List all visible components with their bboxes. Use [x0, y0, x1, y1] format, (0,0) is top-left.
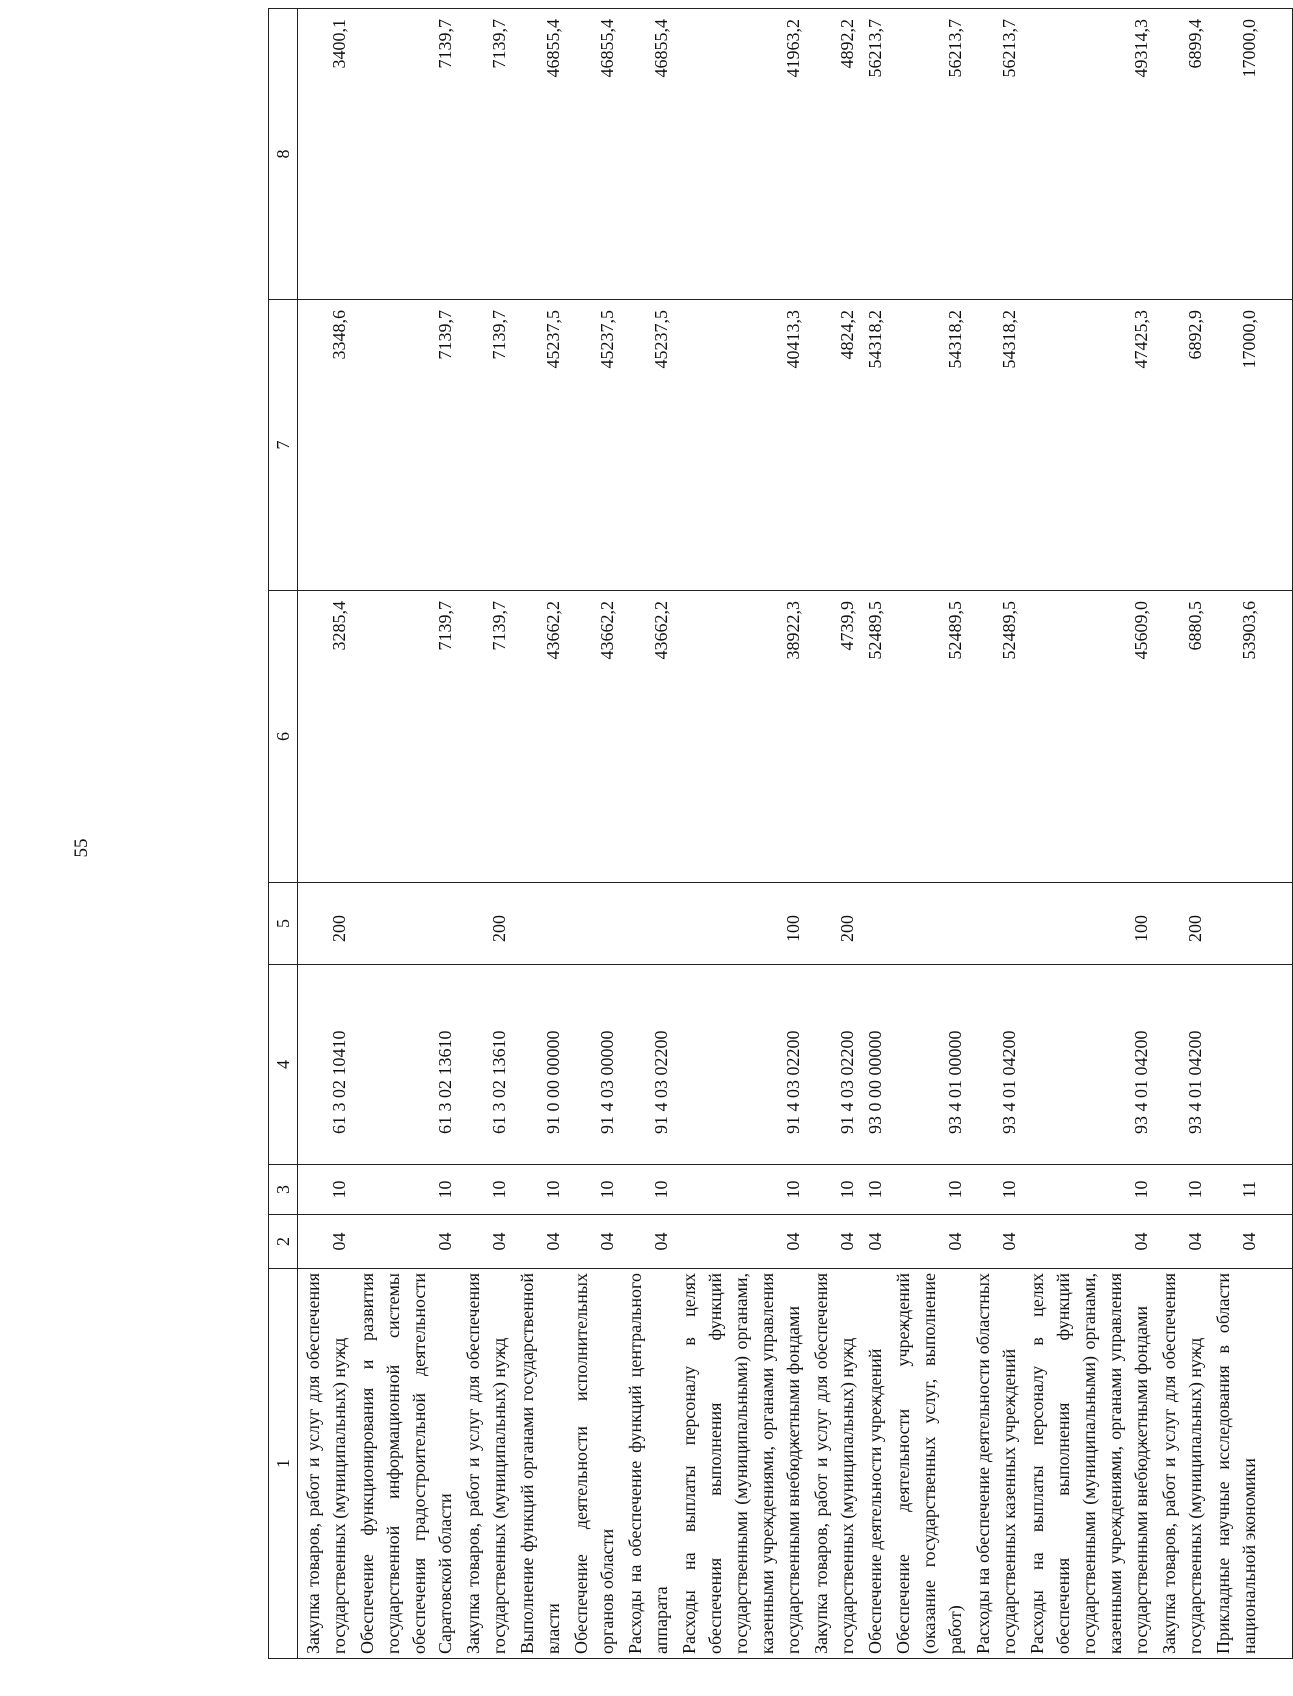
subsection-code-cell: 10	[888, 1165, 968, 1215]
subsection-code-cell: 10	[352, 1165, 458, 1215]
target-article-cell: 93 4 01 04200	[968, 965, 1022, 1165]
amount-cell: 45237,5	[512, 300, 566, 591]
row-name-cell: Обеспечение деятельности учреждений	[860, 1269, 888, 1659]
amount-cell: 45237,5	[620, 300, 674, 591]
amount-cell: 3348,6	[298, 300, 353, 591]
amount-cell: 4892,2	[806, 9, 860, 300]
subsection-code-cell: 10	[674, 1165, 806, 1215]
amount-cell: 7139,7	[352, 9, 458, 300]
section-code-cell: 04	[298, 1215, 353, 1269]
expense-type-cell: 100	[1022, 883, 1154, 965]
column-header: 6	[269, 591, 298, 883]
row-name-cell: Закупка товаров, работ и услуг для обеспечения государственных (муниципальных) нужд	[1154, 1269, 1208, 1659]
expense-type-cell: 100	[674, 883, 806, 965]
amount-cell: 54318,2	[860, 300, 888, 591]
target-article-cell: 61 3 02 10410	[298, 965, 353, 1165]
amount-cell: 43662,2	[566, 591, 620, 883]
row-name-cell: Закупка товаров, работ и услуг для обеспечения государственных (муниципальных) нужд	[806, 1269, 860, 1659]
amount-cell: 6899,4	[1154, 9, 1208, 300]
expense-type-cell: 200	[806, 883, 860, 965]
section-code-cell: 04	[1154, 1215, 1208, 1269]
target-article-cell: 61 3 02 13610	[352, 965, 458, 1165]
table-body	[298, 9, 1293, 1659]
row-name-cell: Обеспечение деятельности учреждений (оказание государственных услуг, выполнение работ)	[888, 1269, 968, 1659]
amount-cell: 56213,7	[888, 9, 968, 300]
amount-cell: 46855,4	[512, 9, 566, 300]
column-header: 5	[269, 883, 298, 965]
row-name-cell: Прикладные научные исследования в области национальной экономики	[1208, 1269, 1293, 1659]
column-header: 4	[269, 965, 298, 1165]
expense-type-cell: 200	[1154, 883, 1208, 965]
amount-cell: 54318,2	[968, 300, 1022, 591]
section-code-cell: 04	[860, 1215, 888, 1269]
row-name-cell: Закупка товаров, работ и услуг для обеспечения государственных (муниципальных) нужд	[458, 1269, 512, 1659]
section-code-cell: 04	[512, 1215, 566, 1269]
table-row	[458, 9, 512, 1659]
subsection-code-cell: 10	[512, 1165, 566, 1215]
section-code-cell: 04	[620, 1215, 674, 1269]
target-article-cell	[1208, 965, 1293, 1165]
amount-cell: 4824,2	[806, 300, 860, 591]
target-article-cell: 93 0 00 00000	[860, 965, 888, 1165]
amount-cell: 3400,1	[298, 9, 353, 300]
amount-cell: 7139,7	[352, 300, 458, 591]
column-header: 2	[269, 1215, 298, 1269]
target-article-cell: 91 4 03 00000	[566, 965, 620, 1165]
expense-type-cell	[1208, 883, 1293, 965]
row-name-cell: Расходы на обеспечение деятельности областных государственных казенных учреждений	[968, 1269, 1022, 1659]
column-header: 7	[269, 300, 298, 591]
amount-cell: 40413,3	[674, 300, 806, 591]
expense-type-cell: 200	[298, 883, 353, 965]
target-article-cell: 91 0 00 00000	[512, 965, 566, 1165]
section-code-cell: 04	[674, 1215, 806, 1269]
section-code-cell: 04	[806, 1215, 860, 1269]
expense-type-cell	[888, 883, 968, 965]
amount-cell: 47425,3	[1022, 300, 1154, 591]
amount-cell: 52489,5	[968, 591, 1022, 883]
amount-cell: 7139,7	[352, 591, 458, 883]
target-article-cell: 93 4 01 04200	[1022, 965, 1154, 1165]
section-code-cell: 04	[968, 1215, 1022, 1269]
subsection-code-cell: 10	[566, 1165, 620, 1215]
amount-cell: 6880,5	[1154, 591, 1208, 883]
table-row	[620, 9, 674, 1659]
page-number: 55	[71, 838, 92, 858]
row-name-cell: Расходы на обеспечение функций центрального аппарата	[620, 1269, 674, 1659]
budget-table	[268, 8, 1293, 1659]
amount-cell: 46855,4	[620, 9, 674, 300]
expense-type-cell	[860, 883, 888, 965]
table-row	[968, 9, 1022, 1659]
amount-cell: 56213,7	[968, 9, 1022, 300]
subsection-code-cell: 10	[968, 1165, 1022, 1215]
amount-cell: 7139,7	[458, 591, 512, 883]
table-row	[512, 9, 566, 1659]
section-code-cell: 04	[1208, 1215, 1293, 1269]
amount-cell: 38922,3	[674, 591, 806, 883]
table-row	[888, 9, 968, 1659]
target-article-cell: 93 4 01 00000	[888, 965, 968, 1165]
amount-cell: 7139,7	[458, 300, 512, 591]
amount-cell: 49314,3	[1022, 9, 1154, 300]
row-name-cell: Выполнение функций органами государственной власти	[512, 1269, 566, 1659]
expense-type-cell	[620, 883, 674, 965]
expense-type-cell	[512, 883, 566, 965]
amount-cell: 54318,2	[888, 300, 968, 591]
table-header-row	[269, 9, 298, 1659]
amount-cell: 6892,9	[1154, 300, 1208, 591]
amount-cell: 45609,0	[1022, 591, 1154, 883]
subsection-code-cell: 10	[458, 1165, 512, 1215]
amount-cell: 41963,2	[674, 9, 806, 300]
expense-type-cell	[968, 883, 1022, 965]
target-article-cell: 91 4 03 02200	[806, 965, 860, 1165]
table-row	[860, 9, 888, 1659]
table-row	[674, 9, 806, 1659]
table-row	[806, 9, 860, 1659]
table-row	[1022, 9, 1154, 1659]
target-article-cell: 91 4 03 02200	[620, 965, 674, 1165]
table-row	[1208, 9, 1293, 1659]
amount-cell: 53903,6	[1208, 591, 1293, 883]
amount-cell: 46855,4	[566, 9, 620, 300]
amount-cell: 17000,0	[1208, 300, 1293, 591]
row-name-cell: Обеспечение функционирования и развития государственной информационной системы обеспечения градостроительной деятельности Саратовской области	[352, 1269, 458, 1659]
expense-type-cell	[352, 883, 458, 965]
amount-cell: 43662,2	[512, 591, 566, 883]
amount-cell: 52489,5	[860, 591, 888, 883]
subsection-code-cell: 10	[298, 1165, 353, 1215]
subsection-code-cell: 10	[1022, 1165, 1154, 1215]
target-article-cell: 93 4 01 04200	[1154, 965, 1208, 1165]
amount-cell: 17000,0	[1208, 9, 1293, 300]
amount-cell: 52489,5	[888, 591, 968, 883]
section-code-cell: 04	[888, 1215, 968, 1269]
amount-cell: 4739,9	[806, 591, 860, 883]
section-code-cell: 04	[458, 1215, 512, 1269]
subsection-code-cell: 10	[620, 1165, 674, 1215]
subsection-code-cell: 10	[860, 1165, 888, 1215]
target-article-cell: 61 3 02 13610	[458, 965, 512, 1165]
amount-cell: 56213,7	[860, 9, 888, 300]
amount-cell: 45237,5	[566, 300, 620, 591]
table-row	[352, 9, 458, 1659]
subsection-code-cell: 10	[1154, 1165, 1208, 1215]
row-name-cell: Обеспечение деятельности исполнительных органов области	[566, 1269, 620, 1659]
amount-cell: 7139,7	[458, 9, 512, 300]
row-name-cell: Закупка товаров, работ и услуг для обеспечения государственных (муниципальных) нужд	[298, 1269, 353, 1659]
table-row	[298, 9, 353, 1659]
section-code-cell: 04	[566, 1215, 620, 1269]
table-row	[1154, 9, 1208, 1659]
amount-cell: 3285,4	[298, 591, 353, 883]
budget-table-sheet	[268, 9, 1268, 1659]
expense-type-cell	[566, 883, 620, 965]
section-code-cell: 04	[1022, 1215, 1154, 1269]
column-header: 1	[269, 1269, 298, 1659]
amount-cell: 43662,2	[620, 591, 674, 883]
subsection-code-cell: 11	[1208, 1165, 1293, 1215]
expense-type-cell: 200	[458, 883, 512, 965]
section-code-cell: 04	[352, 1215, 458, 1269]
table-row	[566, 9, 620, 1659]
row-name-cell: Расходы на выплаты персоналу в целях обеспечения выполнения функций государственными (муниципальными) органами, казенными учреждениями, органами управления государственными внебюджетными фондами	[1022, 1269, 1154, 1659]
target-article-cell: 91 4 03 02200	[674, 965, 806, 1165]
column-header: 8	[269, 9, 298, 300]
row-name-cell: Расходы на выплаты персоналу в целях обеспечения выполнения функций государственными (муниципальными) органами, казенными учреждениями, органами управления государственными внебюджетными фондами	[674, 1269, 806, 1659]
column-header: 3	[269, 1165, 298, 1215]
subsection-code-cell: 10	[806, 1165, 860, 1215]
